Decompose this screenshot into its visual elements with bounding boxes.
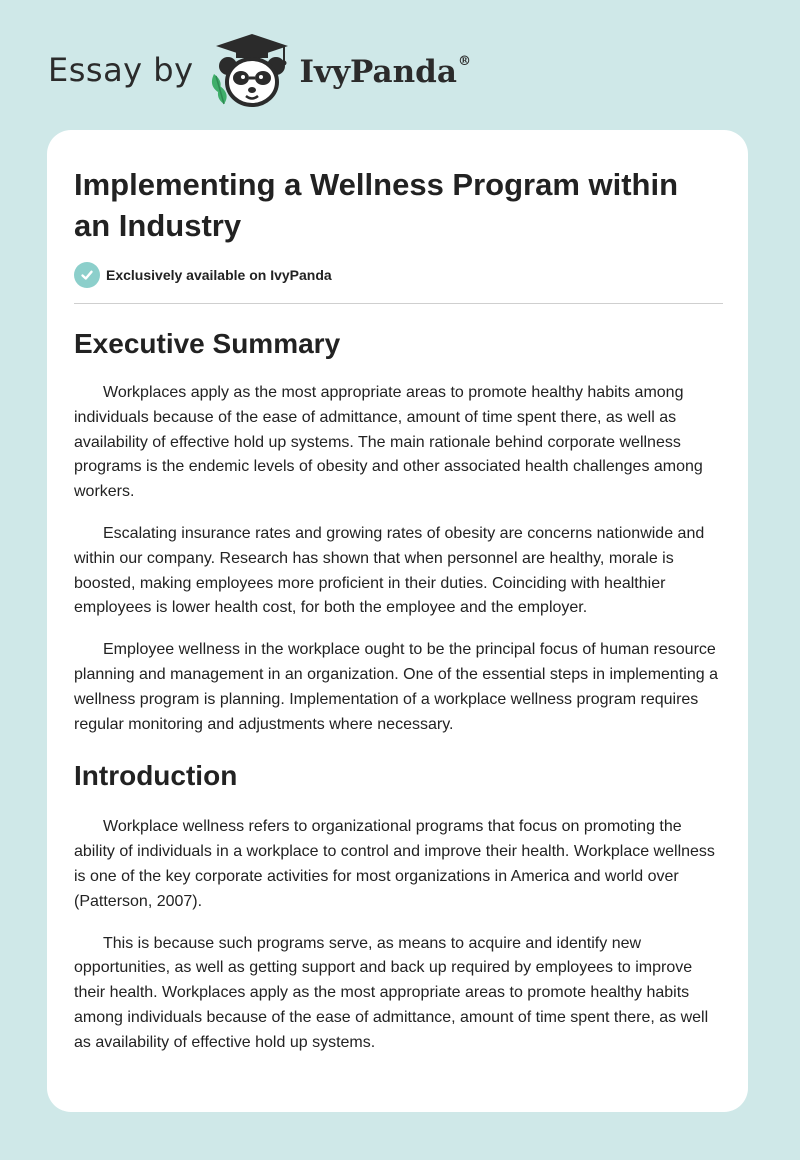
essay-by-label: Essay by <box>48 51 194 89</box>
site-header <box>48 30 471 110</box>
article-card <box>47 130 748 1112</box>
article-body <box>74 322 724 1056</box>
paragraph: This is because such programs serve, as means to acquire and identify new opportunities, as well as getting support and back up required by employees to improve their health. Workplaces apply as the most appropriate areas to promote healthy habits among individuals because of the ease of admittance, amount of time spent there, as well as availability of effective hold up systems. <box>74 934 709 1051</box>
registered-mark: ® <box>457 53 471 69</box>
brand-name[interactable] <box>300 54 471 90</box>
ivypanda-logo-icon[interactable] <box>208 30 296 110</box>
paragraph: Employee wellness in the workplace ought to be the principal focus of human resource planning and management in an organization. One of the essential steps in implementing a wellness program is planning. Implementation of a workplace wellness program requires regular monitoring and adjustments where necessary. <box>74 641 718 733</box>
page-title: Implementing a Wellness Program within an Industry <box>74 167 679 243</box>
checkmark-icon <box>74 262 100 288</box>
paragraph: Escalating insurance rates and growing rates of obesity are concerns nationwide and within our company. Research has shown that when personnel are healthy, morale is boosted, making employees more proficient in their duties. Coinciding with healthier employees is lower health cost, for both the employee and the employer. <box>74 524 705 617</box>
section-heading-introduction: Introduction <box>74 760 238 792</box>
divider <box>74 303 723 304</box>
brand-name-text: IvyPanda <box>299 54 457 90</box>
paragraph: Workplaces apply as the most appropriate areas to promote healthy habits among individuals because of the ease of admittance, amount of time spent there, as well as availability of effective hold up systems. The main rationale behind corporate wellness programs is the endemic levels of obesity and other associated health challenges among workers. <box>74 384 703 501</box>
paragraph: Workplace wellness refers to organizational programs that focus on promoting the ability of individuals in a workplace to control and improve their health. Workplace wellness is one of the key corporate activities for most organizations in America and world over (Patterson, 2007). <box>74 818 715 910</box>
section-heading-executive-summary: Executive Summary <box>74 328 341 359</box>
exclusive-label: Exclusively available on IvyPanda <box>106 267 332 283</box>
exclusive-badge <box>74 262 332 288</box>
